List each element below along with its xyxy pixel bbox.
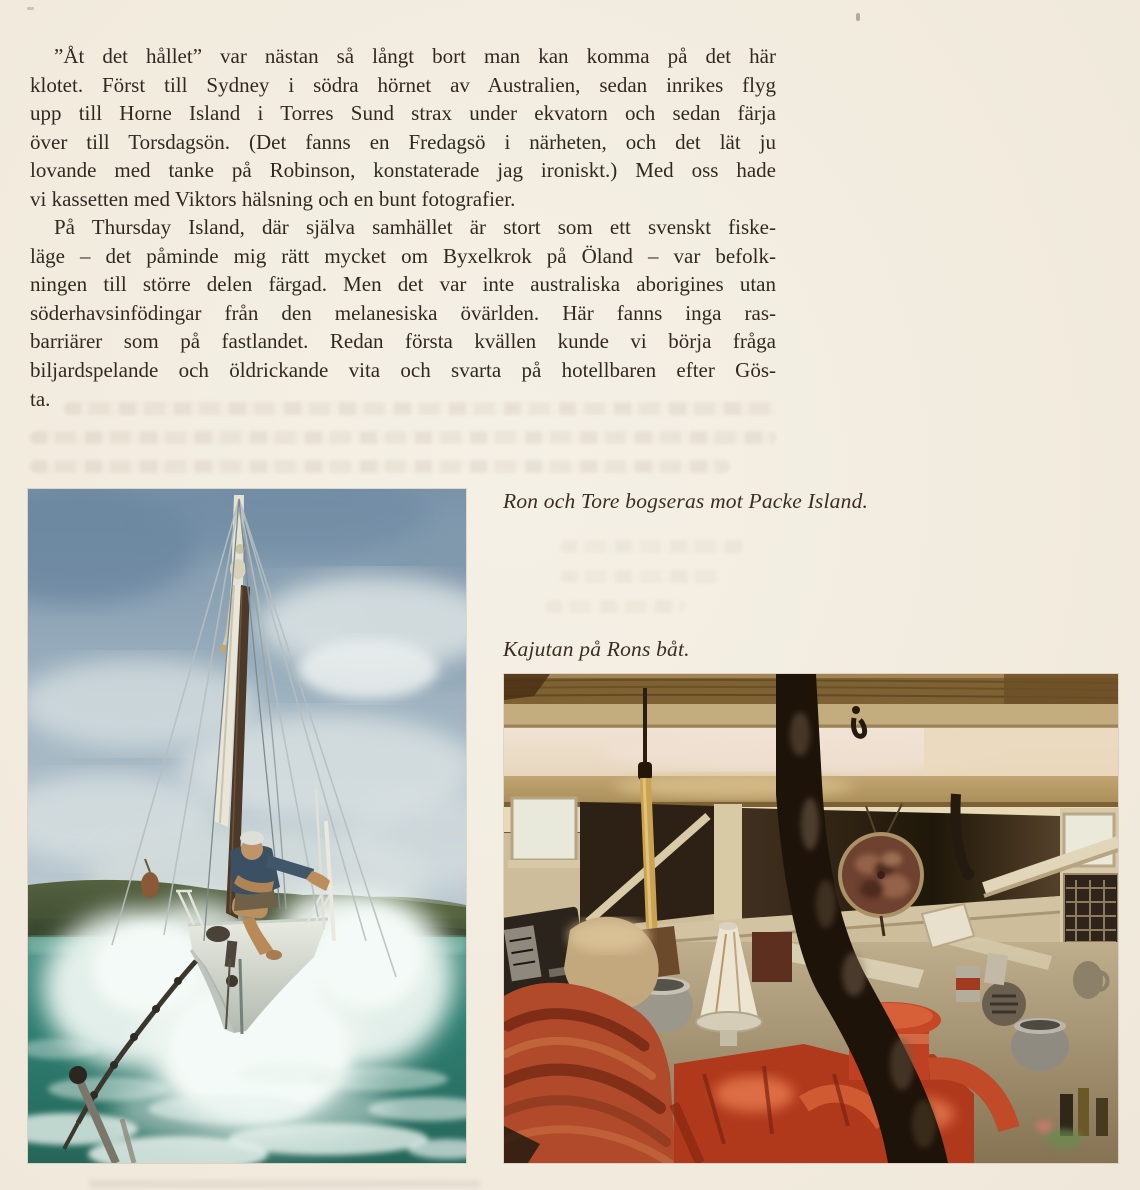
text-line: ningen till större delen färgad. Men det var inte australiska aborigines utan xyxy=(30,272,776,297)
scan-speck xyxy=(856,13,860,21)
scan-smudge xyxy=(90,1180,480,1188)
ghost-bleedthrough-line xyxy=(545,600,685,613)
left-window xyxy=(508,798,580,868)
ghost-bleedthrough-line xyxy=(30,460,730,473)
photo-cabin-interior xyxy=(504,674,1118,1163)
figure-caption-2: Kajutan på Rons båt. xyxy=(503,637,690,661)
text-line: ta. xyxy=(30,386,51,411)
text-line: söderhavsinfödingar från den melanesiska övärlden. Här fanns inga ras- xyxy=(30,300,776,325)
body-text xyxy=(30,42,776,413)
ghost-bleedthrough-line xyxy=(64,402,776,415)
ghost-bleedthrough-line xyxy=(560,570,720,583)
text-line: över till Torsdagsön. (Det fanns en Fredagsö i närheten, och det lät ju xyxy=(30,129,776,154)
scan-speck xyxy=(27,7,34,10)
text-line: läge – det påminde mig rätt mycket om Byxelkrok på Öland – var befolk- xyxy=(30,243,776,268)
photo-sailboat-towed xyxy=(28,489,466,1163)
text-line: ”Åt det hållet” var nästan så långt bort man kan komma på det här xyxy=(54,44,776,68)
text-line: barriärer som på fastlandet. Redan första kvällen kunde vi börja fråga xyxy=(30,329,776,354)
text-line: biljardspelande och öldrickande vita och svarta på hotellbaren efter Gös- xyxy=(30,358,776,383)
hanging-fender xyxy=(141,872,159,898)
text-line: vi kassetten med Viktors hälsning och en bunt fotografier. xyxy=(30,186,516,211)
text-line: klotet. Först till Sydney i södra hörnet av Australien, sedan inrikes flyg xyxy=(30,72,776,97)
paragraph-2 xyxy=(30,213,776,413)
text-line: lovande med tanke på Robinson, konstaterade jag ironiskt.) Med oss hade xyxy=(30,158,776,183)
paragraph-1 xyxy=(30,42,776,213)
text-line: upp till Horne Island i Torres Sund strax under ekvatorn och sedan färja xyxy=(30,101,776,126)
text-line: På Thursday Island, där själva samhället är stort som ett svenskt fiske- xyxy=(54,215,776,240)
ghost-bleedthrough-line xyxy=(30,431,776,444)
ghost-bleedthrough-line xyxy=(560,540,745,553)
figure-caption-1: Ron och Tore bogseras mot Packe Island. xyxy=(503,489,869,513)
